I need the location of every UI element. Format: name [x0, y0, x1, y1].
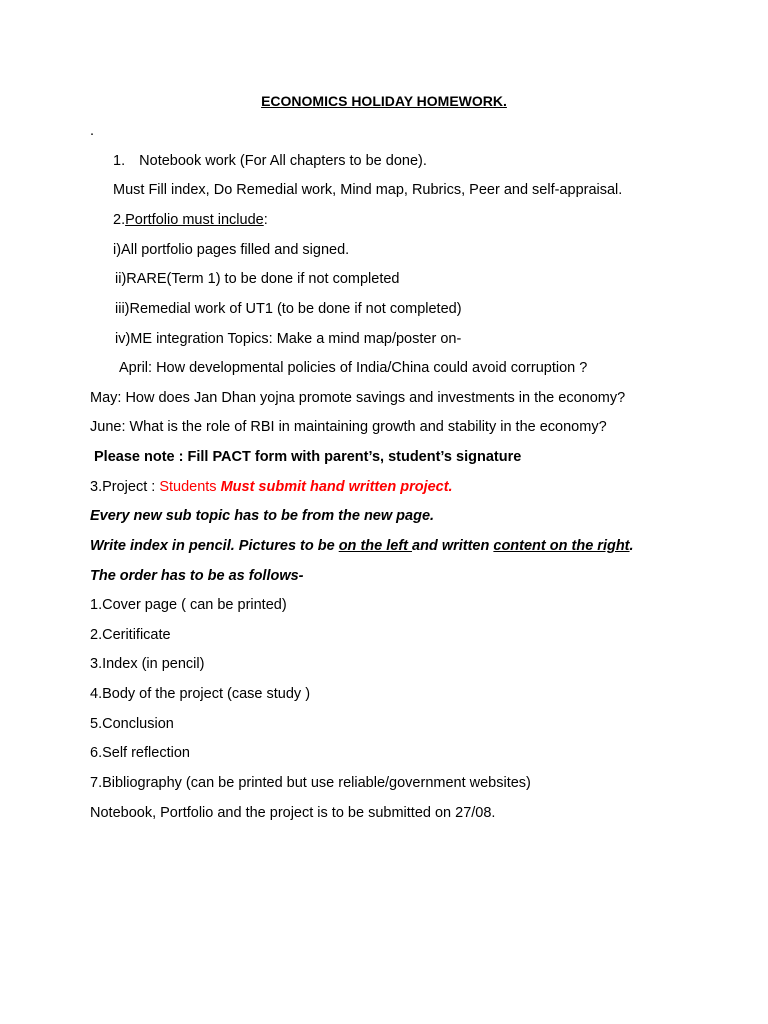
item-portfolio-heading [113, 211, 268, 229]
document-title: ECONOMICS HOLIDAY HOMEWORK. [261, 93, 507, 109]
portfolio-heading-text: Portfolio must include [125, 212, 264, 228]
order-item: 5.Conclusion [90, 716, 174, 732]
item-text: Notebook work (For All chapters to be done). [139, 153, 427, 169]
topic-may: May: How does Jan Dhan yojna promote savings and investments in the economy? [90, 390, 626, 406]
order-item: 1.Cover page ( can be printed) [90, 597, 287, 613]
portfolio-item: ii)RARE(Term 1) to be done if not completed [115, 271, 400, 287]
project-line [90, 478, 453, 496]
order-item: 6.Self reflection [90, 745, 190, 761]
project-emphasis: Must submit hand written project. [220, 479, 453, 495]
order-item: 4.Body of the project (case study ) [90, 686, 311, 702]
stray-dot: . [90, 123, 95, 139]
index-left: on the left [338, 538, 413, 554]
item-notebook-detail: Must Fill index, Do Remedial work, Mind map, Rubrics, Peer and self-appraisal. [113, 182, 623, 198]
project-prefix: 3.Project : [90, 479, 160, 495]
item-prefix: 2. [113, 212, 126, 228]
submission-line: Notebook, Portfolio and the project is to be submitted on 27/08. [90, 805, 496, 821]
portfolio-item: i)All portfolio pages filled and signed. [113, 242, 350, 258]
item-number: 1. [113, 153, 126, 169]
topic-june: June: What is the role of RBI in maintaining growth and stability in the economy? [90, 419, 607, 435]
topic-april: April: How developmental policies of India/China could avoid corruption ? [119, 360, 588, 376]
index-end: . [629, 538, 634, 554]
order-item: 2.Ceritificate [90, 627, 171, 643]
order-item: 7.Bibliography (can be printed but use reliable/government websites) [90, 775, 531, 791]
index-part1: Write index in pencil. Pictures to be [90, 538, 339, 554]
subtopic-line: Every new sub topic has to be from the new page. [90, 508, 435, 524]
order-item: 3.Index (in pencil) [90, 656, 205, 672]
portfolio-item: iv)ME integration Topics: Make a mind map/poster on- [115, 331, 462, 347]
item-notebook-work [113, 152, 427, 170]
item-suffix: : [263, 212, 268, 228]
project-students: Students [159, 479, 221, 495]
index-part2: and written [412, 538, 494, 554]
pact-note: Please note : Fill PACT form with parent’s, student’s signature [94, 449, 522, 465]
index-line [90, 537, 634, 555]
order-heading: The order has to be as follows- [90, 568, 304, 584]
index-right: content on the right [493, 538, 630, 554]
portfolio-item: iii)Remedial work of UT1 (to be done if not completed) [115, 301, 462, 317]
